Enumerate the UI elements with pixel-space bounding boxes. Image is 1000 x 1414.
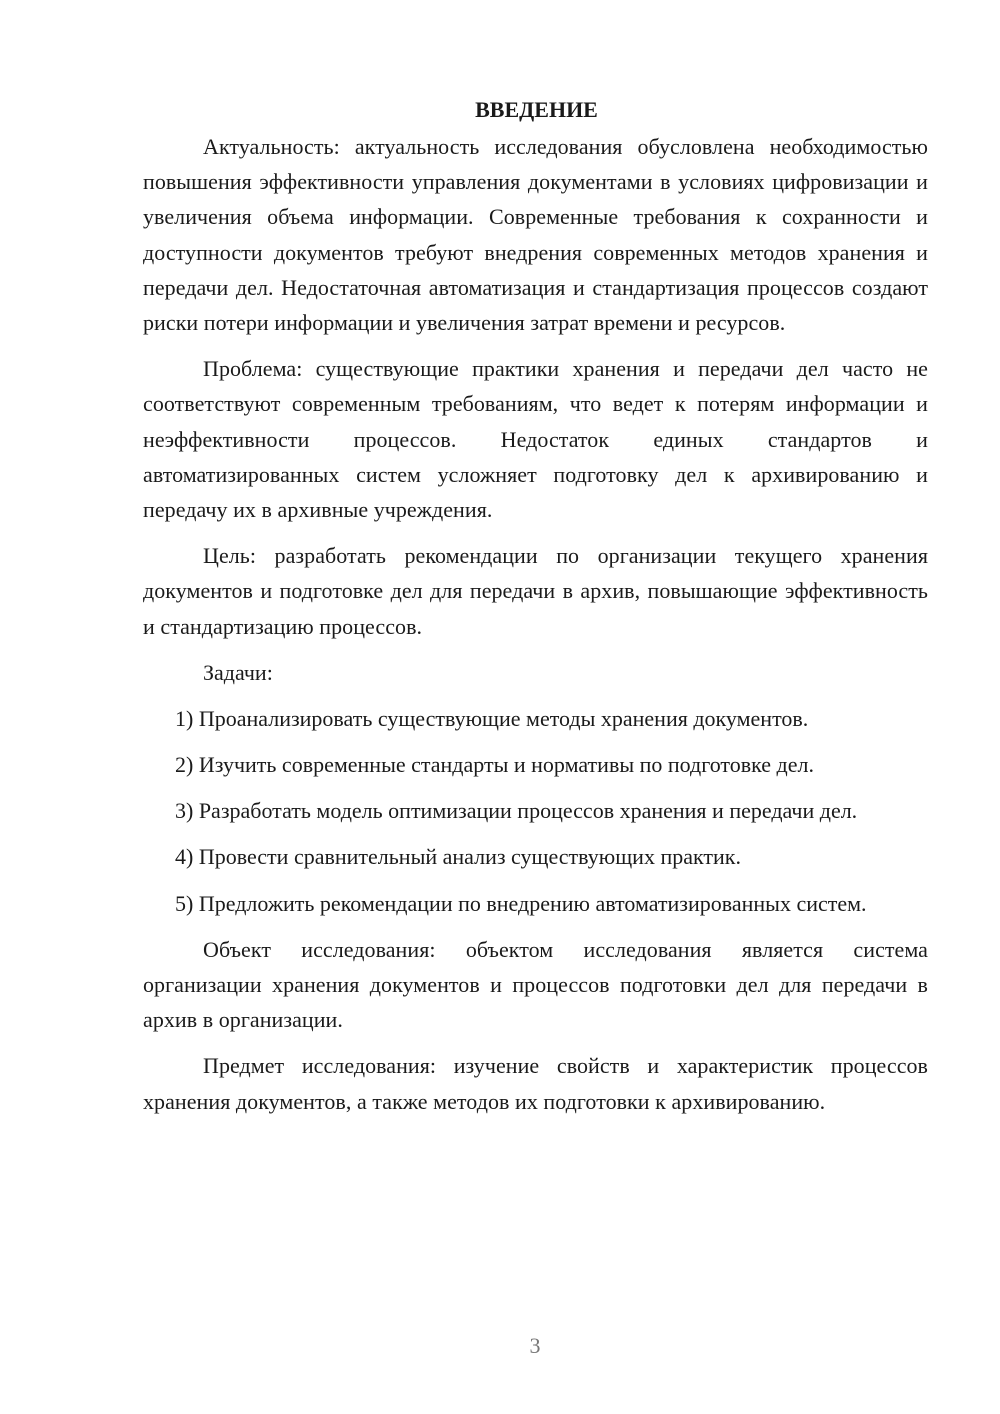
task-item: 3) Разработать модель оптимизации процессов хранения и передачи дел.	[175, 798, 858, 824]
paragraph-problem: Проблема: существующие практики хранения и передачи дел часто не соответствуют современным требованиям, что ведет к потерям информации и неэффективности процессов. Недостаток единых стандартов и автоматизированных систем усложняет подготовку дел к архивированию и передачу их в архивные учреждения.	[143, 356, 928, 523]
paragraph-subject: Предмет исследования: изучение свойств и характеристик процессов хранения документов, а также методов их подготовки к архивированию.	[143, 1053, 928, 1114]
paragraph-relevance: Актуальность: актуальность исследования обусловлена необходимостью повышения эффективности управления документами в условиях цифровизации и увеличения объема информации. Современные требования к сохранности и доступности документов требуют внедрения современных методов хранения и передачи дел. Недостаточная автоматизация и стандартизация процессов создают риски потери информации и увеличения затрат времени и ресурсов.	[143, 134, 928, 336]
paragraph-goal: Цель: разработать рекомендации по организации текущего хранения документов и подготовке дел для передачи в архив, повышающие эффективность и стандартизацию процессов.	[143, 543, 928, 639]
task-item: 4) Провести сравнительный анализ существующих практик.	[175, 844, 741, 870]
task-item: 1) Проанализировать существующие методы хранения документов.	[175, 705, 809, 731]
tasks-list	[143, 701, 928, 921]
task-item: 2) Изучить современные стандарты и нормативы по подготовке дел.	[175, 752, 814, 778]
tasks-heading: Задачи:	[203, 659, 273, 685]
section-title: ВВЕДЕНИЕ	[475, 97, 598, 122]
task-item: 5) Предложить рекомендации по внедрению автоматизированных систем.	[175, 890, 867, 916]
page-number: 3	[529, 1333, 541, 1358]
paragraph-object: Объект исследования: объектом исследования является система организации хранения документов и процессов подготовки дел для передачи в архив в организации.	[143, 936, 928, 1033]
document-page	[143, 92, 928, 1130]
